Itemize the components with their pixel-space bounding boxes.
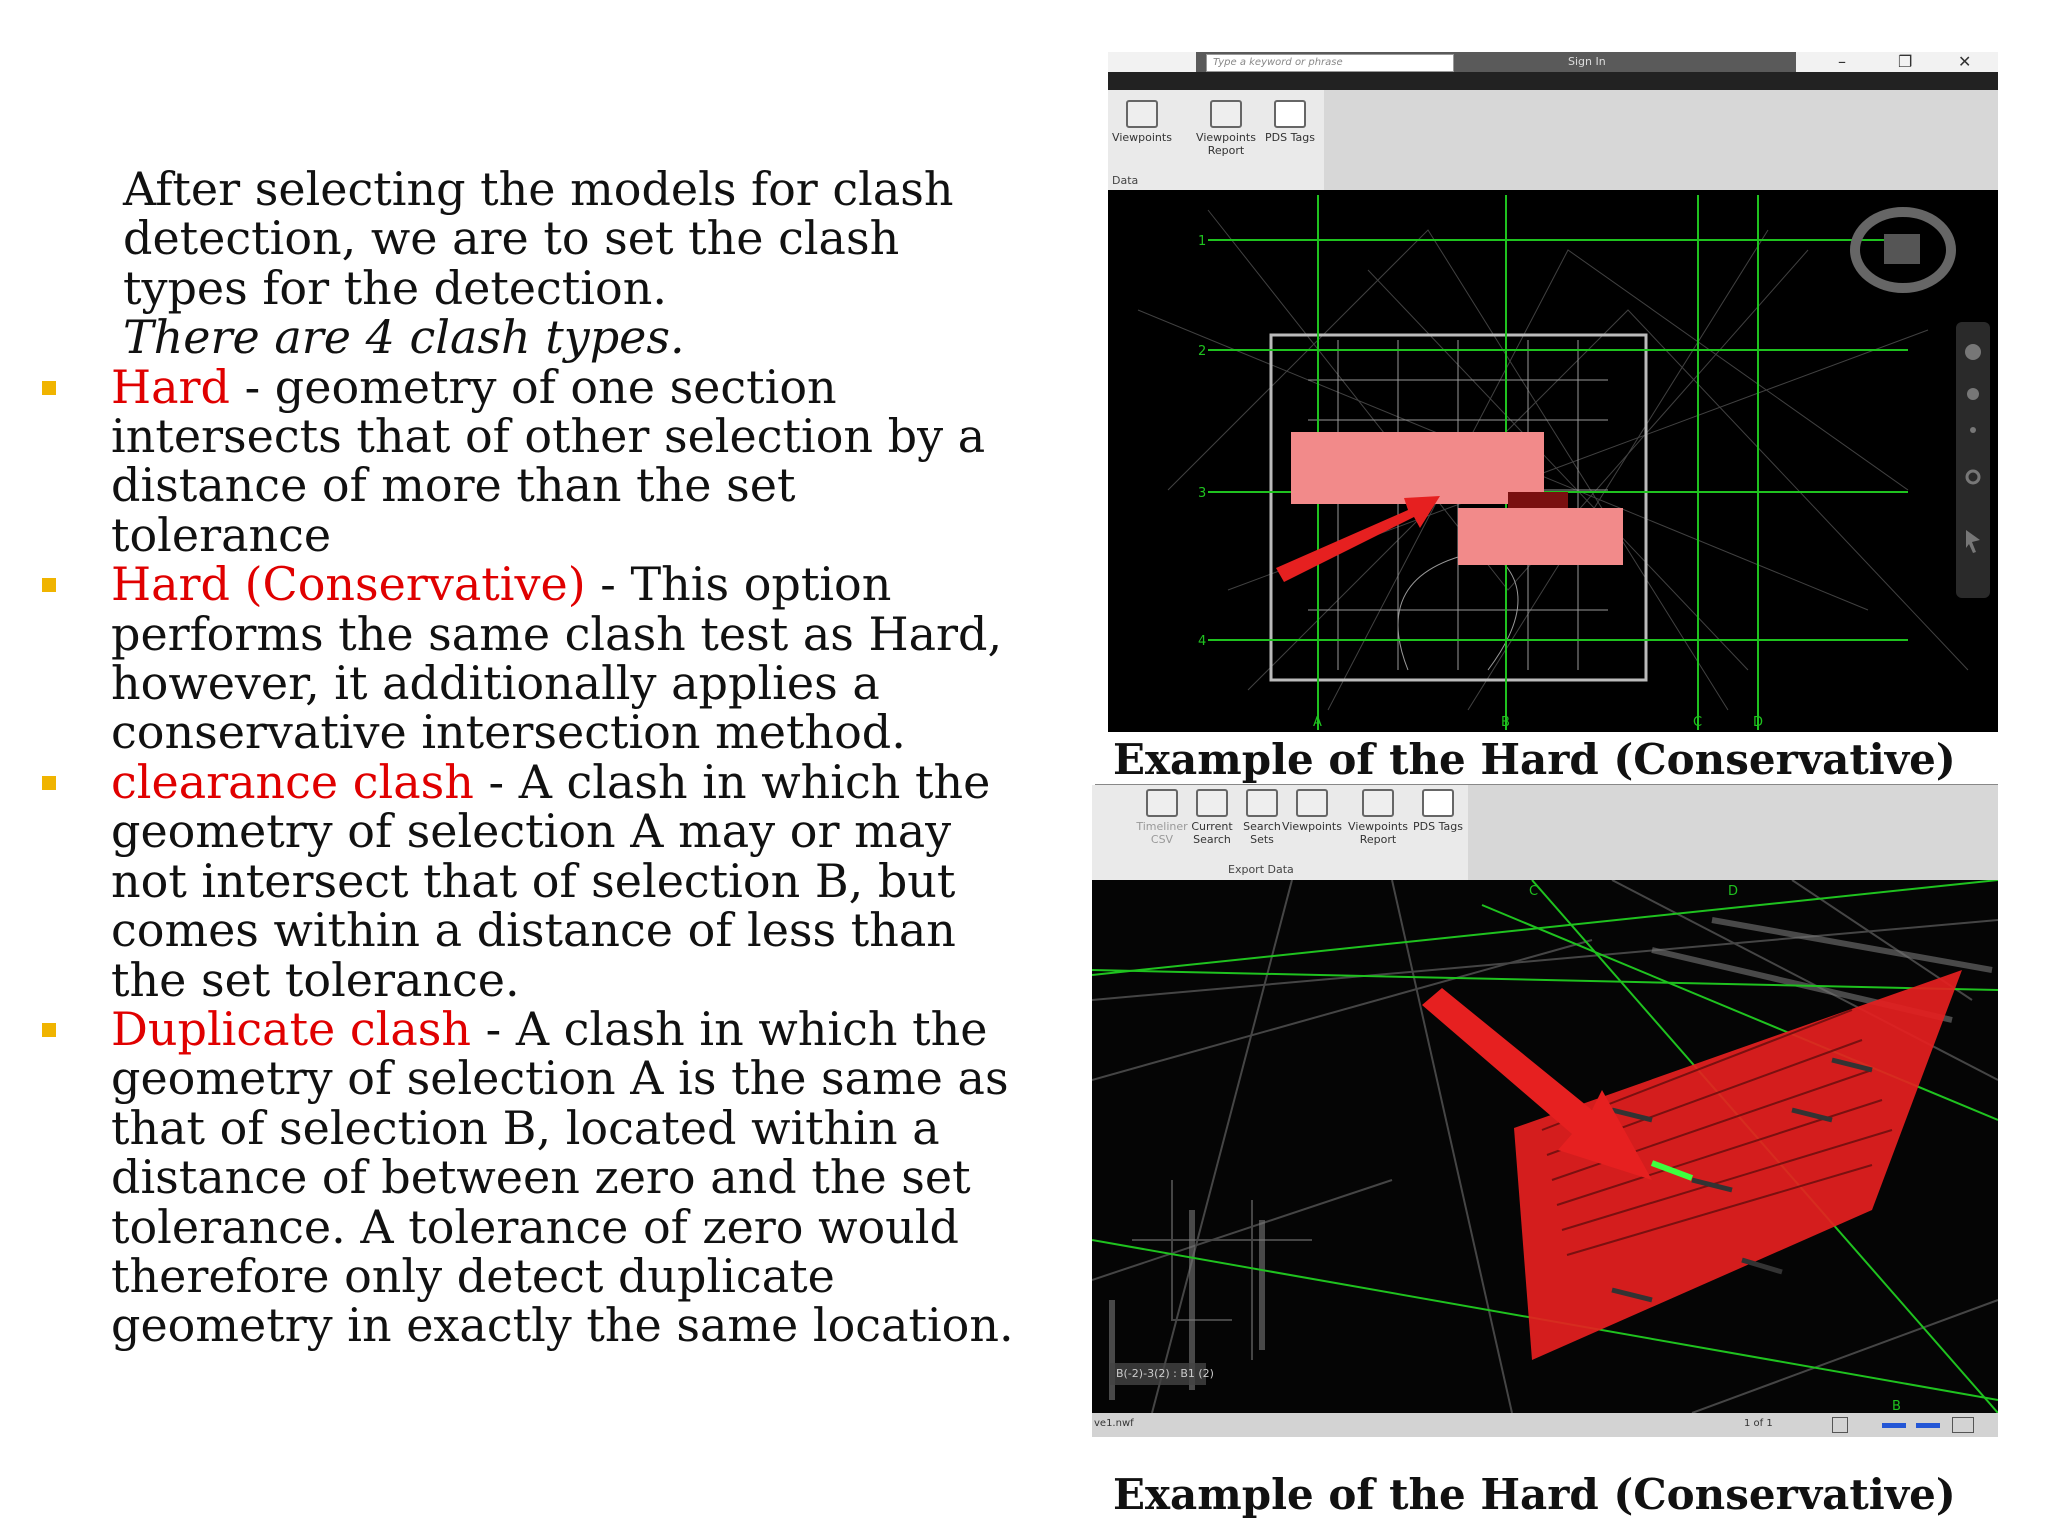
pds-tags-button[interactable] — [1260, 100, 1320, 144]
slide-body — [38, 162, 1028, 1353]
pds-tags-button[interactable] — [1408, 789, 1468, 833]
clash-type-count: There are 4 clash types. — [123, 310, 685, 365]
pan-icon[interactable] — [1967, 388, 1979, 400]
web-server-icon — [1952, 1417, 1974, 1433]
button-label: Viewpoints Report — [1196, 131, 1256, 157]
search-icon — [1196, 789, 1228, 817]
bullet-text: - This option performs the same clash test as Hard, however, it additionally applies a conservative intersection method. — [111, 557, 1003, 760]
navisworks-3d-screenshot — [1092, 785, 1998, 1437]
button-label: Current Search — [1191, 820, 1233, 846]
bullet-marker — [42, 776, 56, 790]
grid-col-label: C — [1693, 715, 1703, 730]
button-label: Viewpoints — [1282, 820, 1342, 833]
viewpoints-button[interactable] — [1112, 100, 1172, 144]
sign-in-link[interactable]: Sign In — [1568, 55, 1606, 68]
html-report-icon — [1362, 789, 1394, 817]
clash-object-a — [1291, 432, 1544, 504]
bullet-hard — [38, 359, 1028, 562]
ribbon — [1092, 785, 1998, 882]
title-bar — [1108, 52, 1998, 72]
button-label: PDS Tags — [1265, 131, 1315, 144]
pds-tags-icon — [1422, 789, 1454, 817]
button-label: Timeliner CSV — [1136, 820, 1188, 846]
file-name: ve1.nwf — [1094, 1418, 1134, 1429]
viewpoints-report-button[interactable] — [1348, 789, 1408, 846]
pds-tags-icon — [1274, 100, 1306, 128]
clash-object-b — [1458, 508, 1623, 565]
grid-row-label: 3 — [1198, 486, 1207, 501]
intro-text: After selecting the models for clash detection, we are to set the clash types for the detection. — [123, 162, 954, 315]
group-label: Data — [1112, 174, 1139, 187]
viewpoints-icon — [1126, 100, 1158, 128]
bullet-marker — [42, 1023, 56, 1037]
search-sets-icon — [1246, 789, 1278, 817]
bullet-text: - geometry of one section intersects that of other selection by a distance of more than the set tolerance — [111, 359, 986, 562]
tab-strip — [1108, 72, 1998, 90]
bullet-text: - A clash in which the geometry of selection A may or may not intersect that of selection B, but comes within a distance of less than the set tolerance. — [111, 754, 991, 1007]
button-label: Viewpoints — [1112, 131, 1172, 144]
navigation-bar — [1956, 322, 1990, 598]
grid-col-label: A — [1313, 715, 1322, 730]
navisworks-plan-screenshot — [1108, 52, 1998, 732]
steering-wheel-icon[interactable] — [1965, 344, 1981, 360]
zoom-icon[interactable] — [1970, 427, 1976, 433]
status-bar — [1092, 1413, 1998, 1437]
grid-row-label: 1 — [1198, 234, 1207, 249]
disk-bar-icon — [1916, 1423, 1940, 1428]
close-icon[interactable]: ✕ — [1958, 52, 1972, 71]
grid-row-label: 2 — [1198, 344, 1207, 359]
ribbon — [1108, 90, 1998, 192]
grid-col-label: B — [1501, 715, 1510, 730]
bullet-clearance-clash — [38, 754, 1028, 1007]
search-input[interactable]: Type a keyword or phrase — [1206, 54, 1454, 72]
csv-icon — [1146, 789, 1178, 817]
sheet-icon[interactable] — [1832, 1417, 1848, 1433]
viewpoints-icon — [1296, 789, 1328, 817]
button-label: Viewpoints Report — [1348, 820, 1408, 846]
grid-col-label: D — [1728, 884, 1739, 899]
button-label: Search Sets — [1243, 820, 1281, 846]
clash-overlap — [1508, 492, 1568, 508]
grid-col-label: B — [1892, 1399, 1901, 1413]
group-label: Export Data — [1228, 863, 1294, 876]
bullet-marker — [42, 578, 56, 592]
bullet-text: - A clash in which the geometry of selection A is the same as that of selection B, located within a distance of between zero and the set tolerance. A tolerance of zero would therefore only detect duplicate geometry in exactly the same location. — [111, 1001, 1014, 1353]
grid-col-label: D — [1753, 715, 1764, 730]
grid-row-label: 4 — [1198, 634, 1207, 649]
plan-viewport[interactable] — [1108, 190, 1998, 732]
viewpoints-button[interactable] — [1282, 789, 1342, 833]
term-duplicate-clash: Duplicate clash — [111, 1001, 472, 1056]
intro-paragraph — [111, 162, 1028, 365]
button-label: PDS Tags — [1413, 820, 1463, 833]
viewpoints-report-button[interactable] — [1196, 100, 1256, 157]
page-count: 1 of 1 — [1744, 1418, 1773, 1429]
bullet-marker — [42, 381, 56, 395]
restore-icon[interactable]: ❐ — [1898, 52, 1913, 71]
3d-viewport[interactable] — [1092, 880, 1998, 1413]
clash-status-label: B(-2)-3(2) : B1 (2) — [1116, 1367, 1214, 1380]
bullet-hard-conservative — [38, 557, 1028, 760]
memory-bar-icon — [1882, 1423, 1906, 1428]
bullet-duplicate-clash — [38, 1001, 1028, 1353]
caption-3d-example: Example of the Hard (Conservative) — [1113, 1470, 1956, 1519]
term-hard-conservative: Hard (Conservative) — [111, 557, 586, 612]
caption-plan-example: Example of the Hard (Conservative) — [1113, 735, 1956, 784]
grid-col-label: C — [1529, 884, 1539, 899]
term-clearance-clash: clearance clash — [111, 754, 474, 809]
term-hard: Hard — [111, 359, 230, 414]
minimize-icon[interactable]: – — [1838, 52, 1846, 71]
html-report-icon — [1210, 100, 1242, 128]
